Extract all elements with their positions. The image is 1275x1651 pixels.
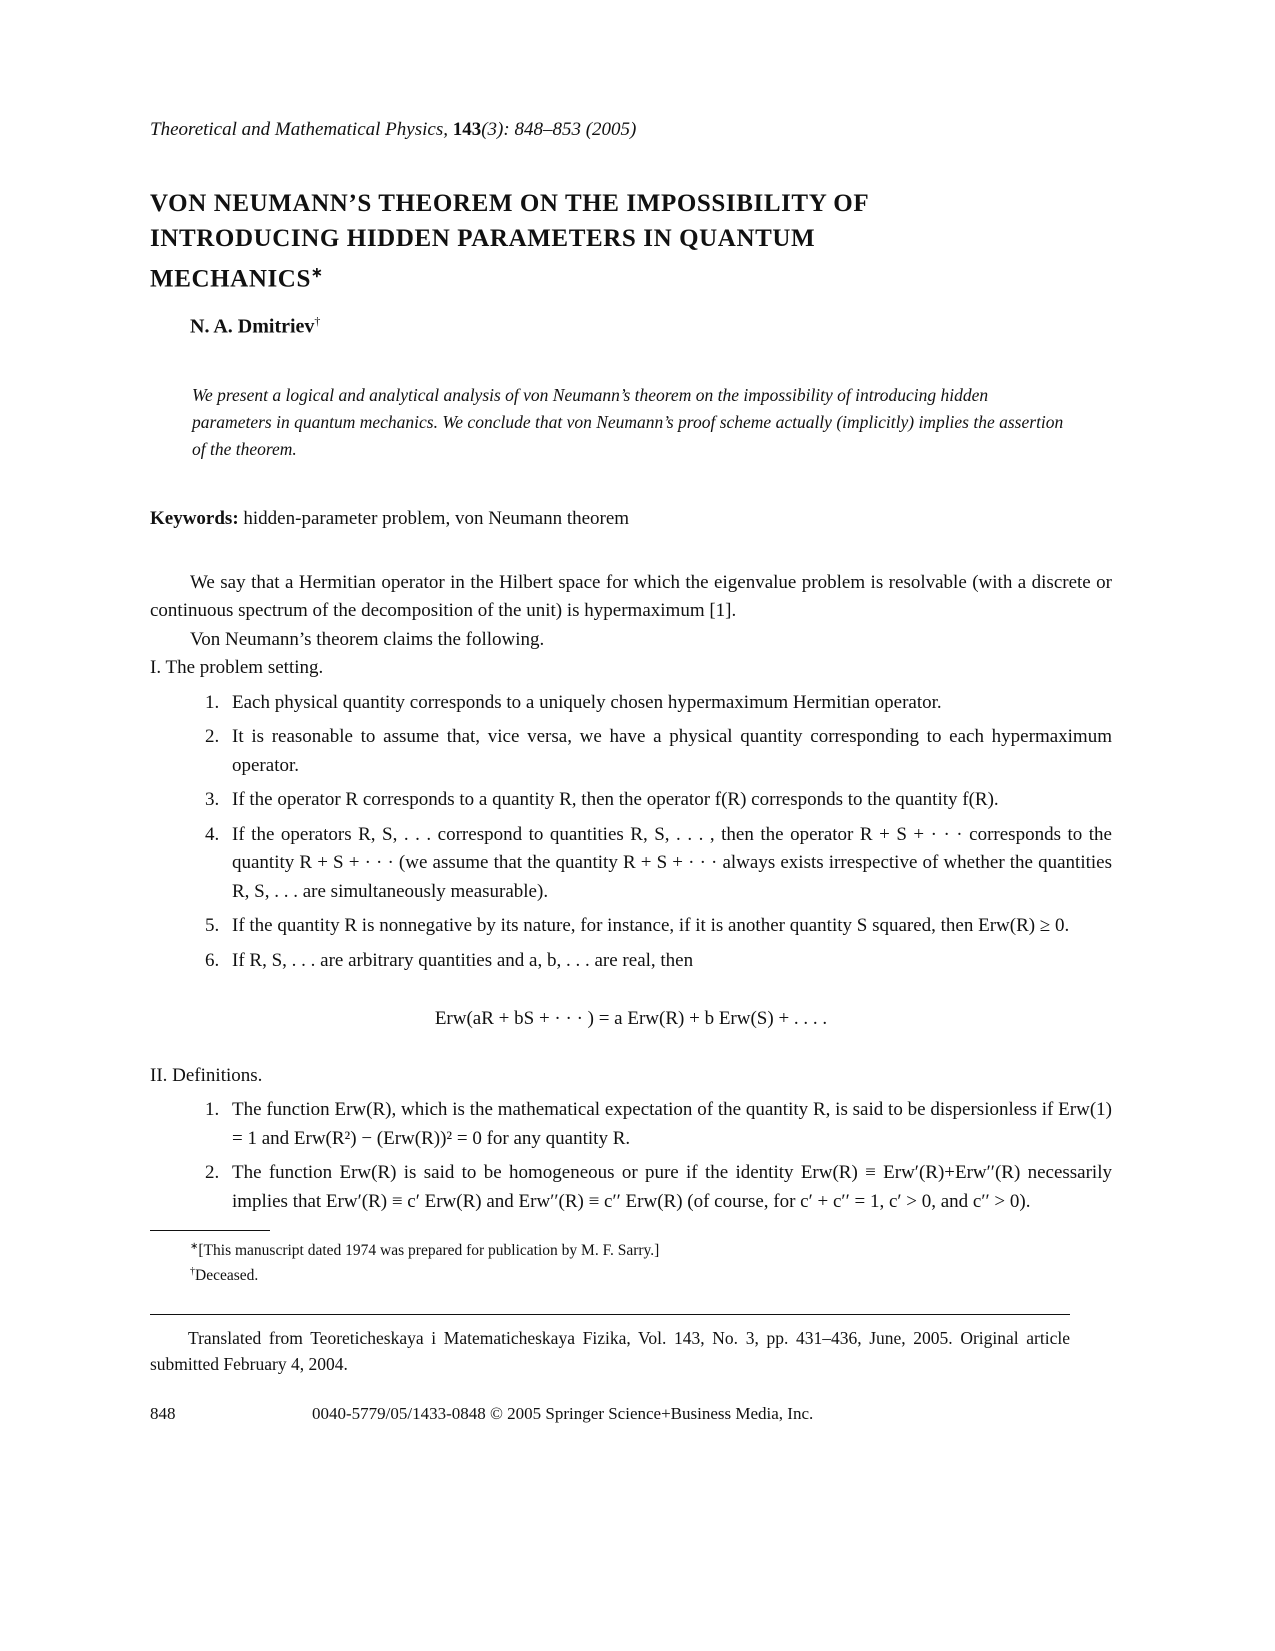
paper-page <box>150 118 1112 1427</box>
keywords-text: hidden-parameter problem, von Neumann theorem <box>243 507 630 529</box>
journal-citation <box>150 118 1112 142</box>
item-text: If the operator R corresponds to a quantity R, then the operator f(R) corresponds to the quantity f(R). <box>232 789 999 811</box>
body-text <box>150 569 1112 1217</box>
section-heading-2: II. Definitions. <box>150 1064 263 1086</box>
item-number: 3. <box>205 789 220 811</box>
keywords-label: Keywords: <box>150 507 239 529</box>
list-item <box>150 786 1112 815</box>
title-footnote-mark: ∗ <box>310 266 324 281</box>
abstract: We present a logical and analytical analysis of von Neumann’s theorem on the impossibility of introducing hidden parameters in quantum mechanics. We conclude that von Neumann’s proof scheme actually (implicitly) implies the assertion of the theorem. <box>192 384 1064 459</box>
list-item <box>150 1159 1112 1216</box>
list-item <box>150 723 1112 780</box>
keywords <box>150 507 1112 531</box>
journal-name: Theoretical and Mathematical Physics, <box>150 119 448 140</box>
footnote <box>190 1262 1112 1286</box>
display-formula: Erw(aR + bS + · · · ) = a Erw(R) + b Erw(S) + . . . . <box>434 1008 828 1030</box>
item-number: 6. <box>205 949 220 971</box>
problem-setting-list <box>150 689 1112 976</box>
paragraph-1: We say that a Hermitian operator in the Hilbert space for which the eigenvalue problem is resolvable (with a discrete or continuous spectrum of the decomposition of the unit) is hypermaximum [1]. <box>150 571 1112 622</box>
item-number: 4. <box>205 823 220 845</box>
item-text: If the operators R, S, . . . correspond to quantities R, S, . . . , then the operator R + S + · · · corresponds to the quantity R + S + · · · (we assume that the quantity R + S + · · · always exists irrespective of whether the quantities R, S, . . . are simultaneously measurable). <box>232 823 1112 902</box>
item-number: 1. <box>205 1099 220 1121</box>
footnotes <box>190 1237 1112 1285</box>
footnote-text: Deceased. <box>195 1266 259 1284</box>
journal-issue: (3): 848–853 (2005) <box>481 119 637 140</box>
footnote-divider <box>150 1230 270 1231</box>
translation-divider <box>150 1314 1070 1315</box>
translation-text: Translated from Teoreticheskaya i Matematicheskaya Fizika, Vol. 143, No. 3, pp. 431–436, June, 2005. Original article submitted February 4, 2004. <box>150 1327 1070 1374</box>
author <box>190 308 1112 340</box>
footnote-text: [This manuscript dated 1974 was prepared for publication by M. F. Sarry.] <box>198 1242 660 1260</box>
footnote <box>190 1237 1112 1261</box>
list-item <box>150 947 1112 976</box>
list-item <box>150 821 1112 907</box>
list-item <box>150 1096 1112 1153</box>
footnote-mark: † <box>190 1265 195 1277</box>
page-footer <box>150 1403 1112 1427</box>
item-number: 2. <box>205 1162 220 1184</box>
page-number: 848 <box>150 1403 176 1423</box>
item-text: If R, S, . . . are arbitrary quantities and a, b, . . . are real, then <box>232 949 694 971</box>
item-text: If the quantity R is nonnegative by its nature, for instance, if it is another quantity S squared, then Erw(R) ≥ 0. <box>232 915 1070 937</box>
item-text: Each physical quantity corresponds to a uniquely chosen hypermaximum Hermitian operator. <box>232 691 942 713</box>
author-name: N. A. Dmitriev <box>190 315 315 338</box>
item-text: The function Erw(R) is said to be homogeneous or pure if the identity Erw(R) ≡ Erw′(R)+Erw′′(R) necessarily implies that Erw′(R) ≡ c′ Erw(R) and Erw′′(R) ≡ c′′ Erw(R) (of course, for c′ + c′′ = 1, c′ > 0, and c′′ > 0). <box>232 1162 1112 1212</box>
item-number: 1. <box>205 691 220 713</box>
footnote-mark: ∗ <box>190 1241 199 1253</box>
list-item <box>150 689 1112 718</box>
translation-note <box>150 1325 1070 1377</box>
item-number: 2. <box>205 726 220 748</box>
item-text: It is reasonable to assume that, vice versa, we have a physical quantity corresponding to each hypermaximum operator. <box>232 726 1112 776</box>
section-heading-1: I. The problem setting. <box>150 657 324 679</box>
copyright: 0040-5779/05/1433-0848 © 2005 Springer Science+Business Media, Inc. <box>312 1403 814 1423</box>
item-number: 5. <box>205 915 220 937</box>
definitions-list <box>150 1096 1112 1216</box>
item-text: The function Erw(R), which is the mathematical expectation of the quantity R, is said to be dispersionless if Erw(1) = 1 and Erw(R²) − (Erw(R))² = 0 for any quantity R. <box>232 1099 1112 1149</box>
journal-volume: 143 <box>452 119 482 140</box>
list-item <box>150 912 1112 941</box>
paper-title <box>150 186 950 296</box>
paragraph-2: Von Neumann’s theorem claims the following. <box>190 628 545 650</box>
author-footnote-mark: † <box>314 314 321 329</box>
title-text: VON NEUMANN’S THEOREM ON THE IMPOSSIBILITY OF INTRODUCING HIDDEN PARAMETERS IN QUANTUM MECHANICS <box>150 190 869 293</box>
